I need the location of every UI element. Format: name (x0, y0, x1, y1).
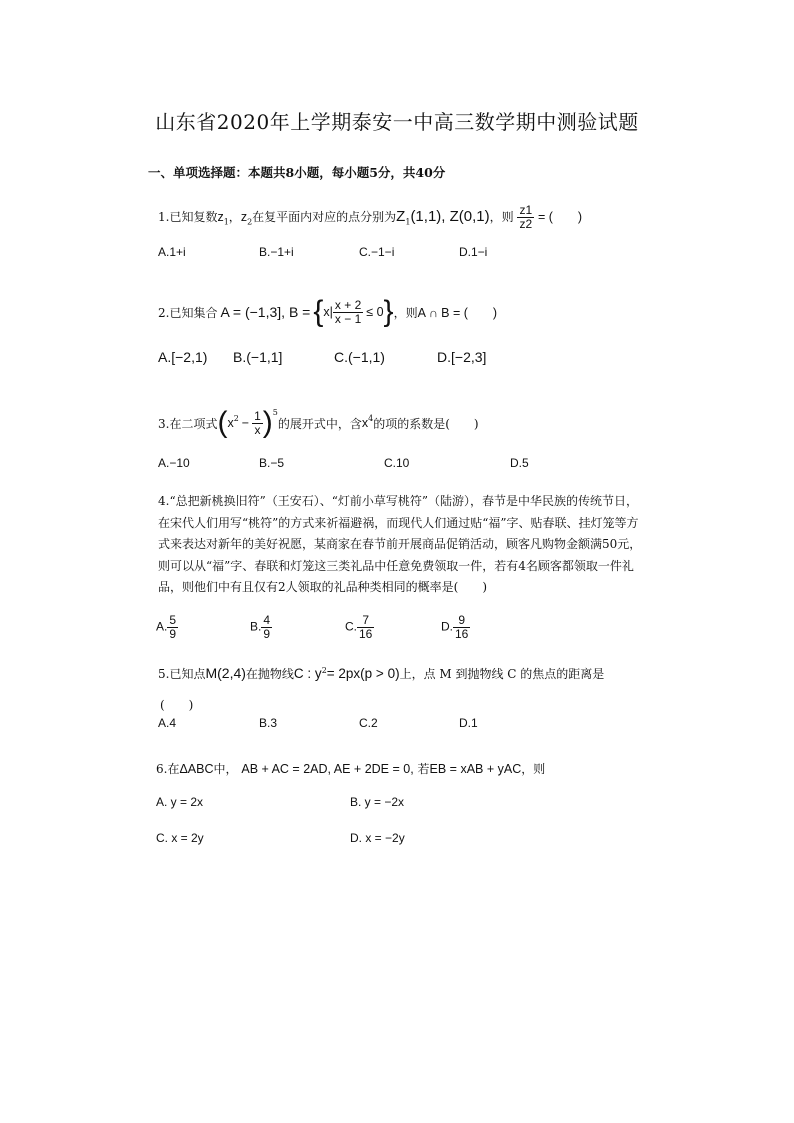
q3-x4: x (361, 416, 369, 430)
q4-d-label: D. (441, 619, 453, 634)
q5-option-b: B.3 (259, 716, 278, 730)
q2-den: x − 1 (334, 311, 362, 326)
page-title: 山东省2020年上学期泰安一中高三数学期中测验试题 (155, 110, 639, 134)
q5-option-c: C.2 (359, 716, 378, 730)
q5-point: M(2,4) (205, 665, 246, 681)
q4-option-d (441, 614, 470, 641)
q4-a-num: 5 (169, 613, 177, 627)
question-4: 4.“总把新桃换旧符”（王安石）、“灯前小草写桃符”（陆游），春节是中华民族的传统节日，在宋代人们用写“桃符”的方式来祈福避祸，而现代人们通过贴“福”字、贴春联、挂灯笼等方式来表达对新年的美好祝愿，某商家在春节前开展商品促销活动，顾客凡购物金额满50元，则可以从“福”字、春联和灯笼这三类礼品中任意免费领取一件，若有4名顾客都领取一件礼品，则他们中有且仅有2人领取的礼品种类相同的概率是( ) (158, 494, 642, 595)
q1-Z1: Z (396, 208, 406, 225)
q1-den: z2 (519, 217, 533, 231)
q1-option-d: D.1−i (459, 245, 488, 259)
q3-minus: − (241, 416, 250, 430)
q1-stem: 1.已知复数 (158, 210, 218, 224)
q3-den: x (254, 422, 261, 437)
q4-a-label: A. (156, 619, 168, 634)
q6-vectors: AB + AC = 2AD, AE + 2DE = 0, (241, 762, 414, 776)
question-6 (156, 760, 545, 777)
section-heading: 一、单项选择题：本题共8小题，每小题5分，共40分 (148, 165, 446, 180)
q3-exp5: 5 (272, 408, 278, 417)
q6-stem: 6.在 (156, 762, 180, 776)
q5-exp2: 2 (321, 666, 327, 675)
q4-option-a (156, 614, 178, 641)
q4-c-num: 7 (362, 613, 370, 627)
q3-stem: 3.在二项式 (158, 416, 218, 431)
q4-b-den: 9 (263, 627, 271, 641)
q1-points: (1,1), Z (410, 208, 459, 225)
q5-eq: = 2px(p > 0) (326, 666, 400, 681)
q5-text: 上，点 M 到抛物线 C 的焦点的距离是 (399, 667, 605, 681)
q3-blank: 的项的系数是( ) (373, 416, 479, 431)
q3-fraction (252, 410, 263, 437)
q1-num: z1 (519, 203, 533, 217)
q4-c-den: 16 (359, 627, 373, 641)
question-3: 3.在二项式 ( x $^2$ − $\frac{1}{x}$ ) $^5$ 的展开式中，含 x $^4$ 的项的系数是( ) (158, 406, 479, 439)
q6-eb: EB = xAB + yAC (429, 762, 522, 776)
q1-blank: = ( ) (537, 210, 583, 224)
q6-mid: 中， (213, 762, 238, 776)
q1-z2: z (240, 210, 248, 224)
q2-then: ，则 (393, 305, 418, 320)
q2-left-brace: { (313, 295, 324, 328)
q4-c-label: C. (345, 619, 357, 634)
q6-if: 若 (417, 762, 430, 776)
question-2 (158, 297, 497, 327)
q6-option-c: C. x = 2y (156, 831, 204, 845)
q4-d-num: 9 (458, 613, 466, 627)
q4-a-den: 9 (169, 627, 177, 641)
q6-option-a: A. y = 2x (156, 795, 204, 809)
q2-blank: A ∩ B = ( ) (417, 306, 498, 320)
q1-option-c: C.−1−i (359, 245, 395, 259)
q1-option-a: A.1+i (158, 245, 186, 259)
q3-option-d: D.5 (510, 456, 529, 470)
q3-num: 1 (254, 408, 261, 423)
q5-stem: 5.已知点 (158, 667, 206, 681)
q4-option-b (250, 614, 272, 641)
q2-option-d: D.[−2,3] (437, 349, 487, 365)
q2-right-brace: } (383, 295, 394, 328)
q4-d-den: 16 (455, 627, 469, 641)
q2-option-a: A.[−2,1) (158, 349, 208, 365)
q5-parabola: C : y (293, 666, 322, 681)
q2-option-b: B.(−1,1] (233, 349, 283, 365)
q6-triangle: ΔABC (179, 762, 214, 776)
q3-x: x (227, 416, 234, 430)
q5-option-a: A.4 (158, 716, 177, 730)
q2-num: x + 2 (334, 297, 362, 312)
q1-z1: z (217, 210, 224, 224)
q4-option-c (345, 614, 374, 641)
q6-then: ，则 (521, 762, 546, 776)
q3-option-b: B.−5 (259, 456, 285, 470)
q4-b-label: B. (250, 619, 262, 634)
question-1: 1.已知复数$z_1$，$z_2$在复平面内对应的点分别为$Z_1(1,1)$, Z(0,1)，则 $\frac{z1}{z2}$ = ( ) (158, 203, 583, 231)
q5-option-d: D.1 (459, 716, 478, 730)
q1-then: ，则 (489, 210, 514, 224)
q3-exp2: 2 (233, 414, 239, 423)
question-5 (158, 665, 604, 682)
q6-option-d: D. x = −2y (350, 831, 405, 845)
q6-option-b: B. y = −2x (350, 795, 405, 809)
q1-text: 在复平面内对应的点分别为 (252, 210, 397, 224)
q3-option-c: C.10 (384, 456, 410, 470)
q5-on: 在抛物线 (245, 667, 294, 681)
q3-exp4: 4 (368, 414, 374, 423)
q1-fraction (517, 204, 534, 231)
q2-x-bar: x| (323, 305, 333, 319)
q2-ineq: ≤ 0 (366, 305, 384, 319)
q1-option-b: B.−1+i (259, 245, 294, 259)
q1-comma: ， (228, 210, 241, 224)
q5-blank: ( ) (160, 698, 194, 712)
q2-stem: 2.已知集合 (158, 305, 218, 320)
q2-fraction (333, 299, 363, 326)
q1-point2: (0,1) (458, 208, 490, 225)
q3-text: 的展开式中，含 (277, 416, 362, 431)
q2-option-c: C.(−1,1) (334, 349, 385, 365)
q3-option-a: A.−10 (158, 456, 190, 470)
q2-sets: A = (−1,3], B = (220, 304, 311, 320)
q4-b-num: 4 (263, 613, 271, 627)
